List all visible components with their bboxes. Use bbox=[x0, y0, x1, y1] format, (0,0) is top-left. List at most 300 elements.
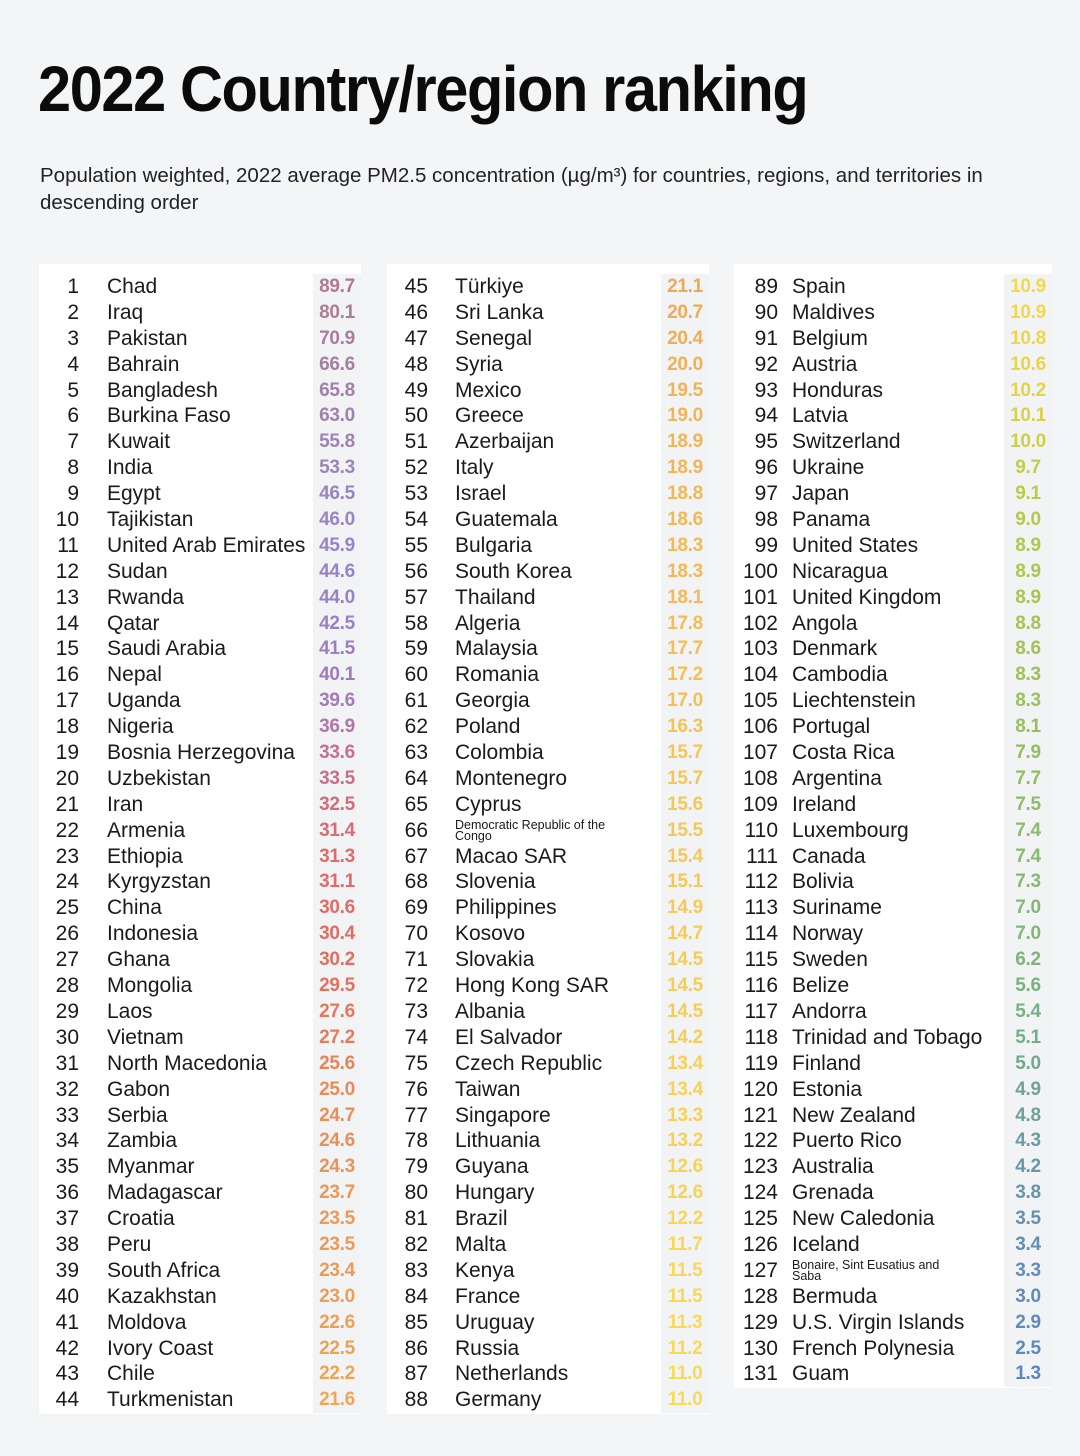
rank-number: 57 bbox=[404, 585, 428, 609]
pm25-value: 3.0 bbox=[1004, 1284, 1052, 1310]
rank-number: 106 bbox=[742, 715, 778, 739]
rank-number: 103 bbox=[742, 637, 778, 661]
rank-number: 73 bbox=[404, 999, 428, 1023]
pm25-value: 13.4 bbox=[661, 1077, 709, 1103]
pm25-value: 24.7 bbox=[313, 1103, 361, 1129]
rank-number: 58 bbox=[404, 611, 428, 635]
country-name: Bermuda bbox=[792, 1284, 878, 1308]
rank-number: 123 bbox=[742, 1155, 778, 1179]
pm25-value: 4.2 bbox=[1004, 1154, 1052, 1180]
ranking-row bbox=[734, 1180, 1052, 1206]
pm25-value: 24.3 bbox=[313, 1154, 361, 1180]
pm25-value: 5.4 bbox=[1004, 999, 1052, 1025]
pm25-value: 21.6 bbox=[313, 1387, 361, 1413]
pm25-value: 11.2 bbox=[661, 1336, 709, 1362]
country-name: Belgium bbox=[792, 326, 868, 350]
rank-number: 118 bbox=[744, 1025, 778, 1049]
ranking-row bbox=[387, 533, 709, 559]
rank-number: 4 bbox=[67, 352, 79, 376]
ranking-row bbox=[387, 636, 709, 662]
rank-number: 83 bbox=[404, 1258, 428, 1282]
country-name: Brazil bbox=[455, 1207, 508, 1231]
pm25-value: 8.3 bbox=[1004, 662, 1052, 688]
pm25-value: 2.5 bbox=[1004, 1336, 1052, 1362]
pm25-value: 53.3 bbox=[313, 455, 361, 481]
country-name: Poland bbox=[455, 715, 521, 739]
ranking-row bbox=[387, 1310, 709, 1336]
rank-number: 104 bbox=[742, 663, 778, 687]
ranking-row bbox=[387, 844, 709, 870]
ranking-row bbox=[734, 585, 1052, 611]
pm25-value: 14.5 bbox=[661, 973, 709, 999]
pm25-value: 25.0 bbox=[313, 1077, 361, 1103]
pm25-value: 30.4 bbox=[313, 921, 361, 947]
ranking-row bbox=[387, 378, 709, 404]
country-name: Kenya bbox=[455, 1258, 515, 1282]
rank-number: 39 bbox=[55, 1258, 79, 1282]
country-name: Nicaragua bbox=[792, 559, 888, 583]
ranking-row bbox=[39, 1077, 361, 1103]
pm25-value: 12.6 bbox=[661, 1154, 709, 1180]
rank-number: 29 bbox=[55, 999, 79, 1023]
pm25-value: 46.5 bbox=[313, 481, 361, 507]
rank-number: 129 bbox=[742, 1310, 778, 1334]
country-name: Egypt bbox=[107, 482, 161, 506]
rank-number: 114 bbox=[744, 922, 778, 946]
ranking-row bbox=[39, 1180, 361, 1206]
country-name: Ethiopia bbox=[107, 844, 183, 868]
country-name: Croatia bbox=[107, 1207, 175, 1231]
country-name: El Salvador bbox=[455, 1025, 563, 1049]
ranking-row bbox=[39, 714, 361, 740]
country-name: Burkina Faso bbox=[107, 404, 231, 428]
pm25-value: 18.8 bbox=[661, 481, 709, 507]
rank-number: 41 bbox=[55, 1310, 79, 1334]
ranking-row bbox=[387, 507, 709, 533]
rank-number: 109 bbox=[742, 792, 778, 816]
rank-number: 61 bbox=[404, 689, 428, 713]
ranking-row bbox=[734, 662, 1052, 688]
country-name: Tajikistan bbox=[107, 508, 194, 532]
pm25-value: 10.9 bbox=[1004, 274, 1052, 300]
rank-number: 121 bbox=[742, 1103, 778, 1127]
rank-number: 47 bbox=[404, 326, 428, 350]
ranking-row bbox=[387, 1051, 709, 1077]
country-name: Australia bbox=[792, 1155, 874, 1179]
rank-number: 2 bbox=[67, 300, 79, 324]
rank-number: 56 bbox=[404, 559, 428, 583]
country-name: Denmark bbox=[792, 637, 878, 661]
country-name: Hungary bbox=[455, 1181, 535, 1205]
pm25-value: 17.8 bbox=[661, 611, 709, 637]
ranking-row bbox=[39, 740, 361, 766]
pm25-value: 5.6 bbox=[1004, 973, 1052, 999]
ranking-row bbox=[734, 844, 1052, 870]
country-name: Bahrain bbox=[107, 352, 180, 376]
pm25-value: 20.0 bbox=[661, 352, 709, 378]
ranking-row bbox=[387, 792, 709, 818]
country-name: United Kingdom bbox=[792, 585, 942, 609]
ranking-row bbox=[39, 1128, 361, 1154]
pm25-value: 14.9 bbox=[661, 895, 709, 921]
rank-number: 119 bbox=[744, 1051, 778, 1075]
rank-number: 40 bbox=[55, 1284, 79, 1308]
ranking-row bbox=[387, 559, 709, 585]
ranking-row bbox=[734, 1077, 1052, 1103]
rank-number: 54 bbox=[404, 508, 428, 532]
rank-number: 85 bbox=[404, 1310, 428, 1334]
pm25-value: 23.5 bbox=[313, 1206, 361, 1232]
country-name: Portugal bbox=[792, 715, 871, 739]
ranking-row bbox=[734, 1284, 1052, 1310]
pm25-value: 10.0 bbox=[1004, 429, 1052, 455]
country-name: Belize bbox=[792, 974, 850, 998]
rank-number: 9 bbox=[67, 482, 79, 506]
pm25-value: 19.0 bbox=[661, 403, 709, 429]
rank-number: 111 bbox=[746, 844, 778, 868]
country-name: New Caledonia bbox=[792, 1207, 935, 1231]
ranking-row bbox=[734, 895, 1052, 921]
rank-number: 32 bbox=[55, 1077, 79, 1101]
rank-number: 48 bbox=[404, 352, 428, 376]
ranking-row bbox=[39, 274, 361, 300]
country-name: Hong Kong SAR bbox=[455, 974, 610, 998]
page-subtitle: Population weighted, 2022 average PM2.5 concentration (µg/m³) for countries, regions, and territories in descending order bbox=[40, 164, 983, 214]
ranking-row bbox=[734, 533, 1052, 559]
country-name: France bbox=[455, 1284, 521, 1308]
country-name: Puerto Rico bbox=[792, 1129, 902, 1153]
rank-number: 5 bbox=[67, 378, 79, 402]
rank-number: 90 bbox=[754, 300, 778, 324]
pm25-value: 9.1 bbox=[1004, 481, 1052, 507]
rank-number: 92 bbox=[754, 352, 778, 376]
rank-number: 127 bbox=[742, 1258, 778, 1282]
country-name: Albania bbox=[455, 999, 526, 1023]
pm25-value: 12.2 bbox=[661, 1206, 709, 1232]
rank-number: 69 bbox=[404, 896, 428, 920]
pm25-value: 11.5 bbox=[661, 1258, 709, 1284]
rank-number: 50 bbox=[404, 404, 428, 428]
country-name: Estonia bbox=[792, 1077, 863, 1101]
pm25-value: 7.5 bbox=[1004, 792, 1052, 818]
country-name: Guatemala bbox=[455, 508, 558, 532]
country-name: Moldova bbox=[107, 1310, 187, 1334]
country-name: Latvia bbox=[792, 404, 849, 428]
pm25-value: 19.5 bbox=[661, 378, 709, 404]
country-name: Zambia bbox=[107, 1129, 178, 1153]
pm25-value: 15.6 bbox=[661, 792, 709, 818]
rank-number: 84 bbox=[404, 1284, 428, 1308]
rank-number: 93 bbox=[754, 378, 778, 402]
pm25-value: 10.6 bbox=[1004, 352, 1052, 378]
pm25-value: 1.3 bbox=[1004, 1361, 1052, 1387]
ranking-row bbox=[387, 1232, 709, 1258]
rank-number: 8 bbox=[67, 456, 79, 480]
ranking-row bbox=[39, 1310, 361, 1336]
country-name: Philippines bbox=[455, 896, 557, 920]
page-title: 2022 Country/region ranking bbox=[38, 53, 808, 125]
pm25-value: 7.7 bbox=[1004, 766, 1052, 792]
pm25-value: 23.0 bbox=[313, 1284, 361, 1310]
ranking-row bbox=[734, 1128, 1052, 1154]
pm25-value: 40.1 bbox=[313, 662, 361, 688]
rank-number: 24 bbox=[55, 870, 79, 894]
country-name: Türkiye bbox=[455, 275, 524, 298]
ranking-row bbox=[387, 740, 709, 766]
ranking-row bbox=[39, 844, 361, 870]
country-name: Gabon bbox=[107, 1077, 171, 1101]
ranking-row bbox=[39, 1206, 361, 1232]
country-name: Czech Republic bbox=[455, 1051, 603, 1075]
pm25-value: 33.6 bbox=[313, 740, 361, 766]
pm25-value: 31.4 bbox=[313, 818, 361, 844]
rank-number: 88 bbox=[404, 1388, 428, 1412]
ranking-row bbox=[387, 947, 709, 973]
rank-number: 14 bbox=[55, 611, 79, 635]
country-name: Slovakia bbox=[455, 948, 535, 972]
country-name: Algeria bbox=[455, 611, 521, 635]
rank-number: 81 bbox=[404, 1207, 428, 1231]
ranking-row bbox=[39, 662, 361, 688]
ranking-row bbox=[734, 869, 1052, 895]
pm25-value: 29.5 bbox=[313, 973, 361, 999]
pm25-value: 23.7 bbox=[313, 1180, 361, 1206]
country-name: Bulgaria bbox=[455, 533, 533, 557]
rank-number: 31 bbox=[55, 1051, 79, 1075]
country-name: Cyprus bbox=[455, 792, 522, 816]
ranking-row bbox=[387, 300, 709, 326]
rank-number: 125 bbox=[742, 1207, 778, 1231]
rank-number: 130 bbox=[742, 1336, 778, 1360]
ranking-row bbox=[734, 1232, 1052, 1258]
rank-number: 110 bbox=[744, 818, 778, 842]
ranking-row bbox=[387, 999, 709, 1025]
pm25-value: 55.8 bbox=[313, 429, 361, 455]
rank-number: 98 bbox=[754, 508, 778, 532]
country-name: Qatar bbox=[107, 611, 160, 635]
rank-number: 74 bbox=[404, 1025, 428, 1049]
ranking-row bbox=[734, 429, 1052, 455]
ranking-row bbox=[39, 792, 361, 818]
rank-number: 89 bbox=[754, 275, 778, 298]
ranking-row bbox=[387, 1258, 709, 1284]
country-name: Pakistan bbox=[107, 326, 188, 350]
ranking-row bbox=[387, 274, 709, 300]
country-name: Mexico bbox=[455, 378, 522, 402]
country-name: Maldives bbox=[792, 300, 875, 324]
rank-number: 42 bbox=[55, 1336, 79, 1360]
ranking-row bbox=[734, 973, 1052, 999]
pm25-value: 8.9 bbox=[1004, 559, 1052, 585]
country-name: U.S. Virgin Islands bbox=[792, 1310, 965, 1334]
country-name: Democratic Republic of the Congo bbox=[455, 817, 606, 843]
country-name: Uzbekistan bbox=[107, 766, 211, 790]
rank-number: 35 bbox=[55, 1155, 79, 1179]
ranking-row bbox=[39, 1361, 361, 1387]
pm25-value: 2.9 bbox=[1004, 1310, 1052, 1336]
pm25-value: 11.0 bbox=[661, 1387, 709, 1413]
country-name: Chad bbox=[107, 275, 158, 298]
ranking-row bbox=[734, 559, 1052, 585]
rank-number: 49 bbox=[404, 378, 428, 402]
country-name: Panama bbox=[792, 508, 871, 532]
ranking-row bbox=[39, 1284, 361, 1310]
country-name: French Polynesia bbox=[792, 1336, 955, 1360]
pm25-value: 7.3 bbox=[1004, 869, 1052, 895]
ranking-row bbox=[734, 947, 1052, 973]
country-name: Iceland bbox=[792, 1232, 860, 1256]
country-name: Honduras bbox=[792, 378, 884, 402]
rank-number: 101 bbox=[742, 585, 778, 609]
ranking-row bbox=[387, 662, 709, 688]
pm25-value: 17.0 bbox=[661, 688, 709, 714]
rank-number: 38 bbox=[55, 1232, 79, 1256]
rank-number: 60 bbox=[404, 663, 428, 687]
rank-number: 65 bbox=[404, 792, 428, 816]
country-name: South Korea bbox=[455, 559, 572, 583]
ranking-row bbox=[39, 921, 361, 947]
country-name: Singapore bbox=[455, 1103, 551, 1127]
ranking-column-3 bbox=[734, 264, 1052, 1388]
pm25-value: 10.2 bbox=[1004, 378, 1052, 404]
rank-number: 25 bbox=[55, 896, 79, 920]
country-name: Bonaire, Sint Eusatius and Saba bbox=[792, 1257, 940, 1283]
country-name: Malaysia bbox=[455, 637, 538, 661]
pm25-value: 46.0 bbox=[313, 507, 361, 533]
rank-number: 28 bbox=[55, 974, 79, 998]
pm25-value: 8.8 bbox=[1004, 611, 1052, 637]
country-name: Saudi Arabia bbox=[107, 637, 227, 661]
pm25-value: 41.5 bbox=[313, 636, 361, 662]
ranking-row bbox=[39, 1258, 361, 1284]
ranking-row bbox=[39, 1051, 361, 1077]
country-name: Kyrgyzstan bbox=[107, 870, 211, 894]
rank-number: 72 bbox=[404, 974, 428, 998]
ranking-row bbox=[387, 688, 709, 714]
rank-number: 53 bbox=[404, 482, 428, 506]
pm25-value: 9.0 bbox=[1004, 507, 1052, 533]
ranking-row bbox=[39, 1336, 361, 1362]
ranking-row bbox=[39, 947, 361, 973]
pm25-value: 18.3 bbox=[661, 559, 709, 585]
ranking-column-1 bbox=[39, 264, 361, 1414]
country-name: United Arab Emirates bbox=[107, 533, 306, 557]
pm25-value: 63.0 bbox=[313, 403, 361, 429]
country-name: Canada bbox=[792, 844, 866, 868]
ranking-row bbox=[734, 611, 1052, 637]
ranking-row bbox=[734, 792, 1052, 818]
country-name: Sweden bbox=[792, 948, 868, 972]
rank-number: 115 bbox=[744, 948, 778, 972]
pm25-value: 13.4 bbox=[661, 1051, 709, 1077]
rank-number: 55 bbox=[404, 533, 428, 557]
rank-number: 78 bbox=[404, 1129, 428, 1153]
rank-number: 12 bbox=[55, 559, 79, 583]
pm25-value: 10.8 bbox=[1004, 326, 1052, 352]
country-name: Russia bbox=[455, 1336, 520, 1360]
pm25-value: 18.9 bbox=[661, 429, 709, 455]
ranking-row bbox=[387, 1206, 709, 1232]
ranking-row bbox=[39, 1387, 361, 1413]
ranking-row bbox=[734, 326, 1052, 352]
country-name: Grenada bbox=[792, 1181, 874, 1205]
rank-number: 27 bbox=[55, 948, 79, 972]
pm25-value: 14.5 bbox=[661, 947, 709, 973]
pm25-value: 13.2 bbox=[661, 1128, 709, 1154]
country-name: Costa Rica bbox=[792, 741, 895, 765]
ranking-row bbox=[387, 869, 709, 895]
rank-number: 87 bbox=[404, 1362, 428, 1386]
rank-number: 52 bbox=[404, 456, 428, 480]
pm25-value: 15.5 bbox=[661, 818, 709, 844]
ranking-row bbox=[734, 818, 1052, 844]
pm25-value: 31.1 bbox=[313, 869, 361, 895]
country-name: Italy bbox=[455, 456, 494, 480]
pm25-value: 7.4 bbox=[1004, 844, 1052, 870]
country-name: Nigeria bbox=[107, 715, 174, 739]
pm25-value: 7.0 bbox=[1004, 921, 1052, 947]
ranking-row bbox=[387, 585, 709, 611]
pm25-value: 24.6 bbox=[313, 1128, 361, 1154]
ranking-row bbox=[734, 507, 1052, 533]
ranking-row bbox=[39, 895, 361, 921]
rank-number: 33 bbox=[55, 1103, 79, 1127]
country-name: China bbox=[107, 896, 162, 920]
pm25-value: 7.4 bbox=[1004, 818, 1052, 844]
ranking-row bbox=[734, 455, 1052, 481]
ranking-row bbox=[39, 429, 361, 455]
rank-number: 11 bbox=[57, 533, 79, 557]
ranking-row bbox=[39, 403, 361, 429]
ranking-row bbox=[39, 973, 361, 999]
ranking-row bbox=[734, 1103, 1052, 1129]
pm25-value: 3.3 bbox=[1004, 1258, 1052, 1284]
pm25-value: 42.5 bbox=[313, 611, 361, 637]
pm25-value: 22.6 bbox=[313, 1310, 361, 1336]
ranking-row bbox=[39, 378, 361, 404]
ranking-row bbox=[734, 300, 1052, 326]
country-name: Guam bbox=[792, 1362, 850, 1386]
pm25-value: 20.4 bbox=[661, 326, 709, 352]
rank-number: 7 bbox=[67, 430, 79, 454]
ranking-row bbox=[387, 1128, 709, 1154]
country-name: Greece bbox=[455, 404, 524, 428]
pm25-value: 22.5 bbox=[313, 1336, 361, 1362]
country-name: Netherlands bbox=[455, 1362, 569, 1386]
rank-number: 96 bbox=[754, 456, 778, 480]
ranking-row bbox=[39, 1232, 361, 1258]
country-name: Peru bbox=[107, 1232, 152, 1256]
ranking-row bbox=[39, 326, 361, 352]
country-name: Ivory Coast bbox=[107, 1336, 214, 1360]
rank-number: 37 bbox=[55, 1207, 79, 1231]
rank-number: 46 bbox=[404, 300, 428, 324]
ranking-row bbox=[387, 403, 709, 429]
pm25-value: 23.4 bbox=[313, 1258, 361, 1284]
ranking-row bbox=[734, 403, 1052, 429]
ranking-row bbox=[734, 1206, 1052, 1232]
country-name: Andorra bbox=[792, 999, 867, 1023]
rank-number: 68 bbox=[404, 870, 428, 894]
pm25-value: 7.9 bbox=[1004, 740, 1052, 766]
ranking-row bbox=[387, 895, 709, 921]
pm25-value: 14.5 bbox=[661, 999, 709, 1025]
rank-number: 116 bbox=[744, 974, 778, 998]
rank-number: 30 bbox=[55, 1025, 79, 1049]
pm25-value: 18.1 bbox=[661, 585, 709, 611]
rank-number: 122 bbox=[742, 1129, 778, 1153]
country-name: Norway bbox=[792, 922, 864, 946]
